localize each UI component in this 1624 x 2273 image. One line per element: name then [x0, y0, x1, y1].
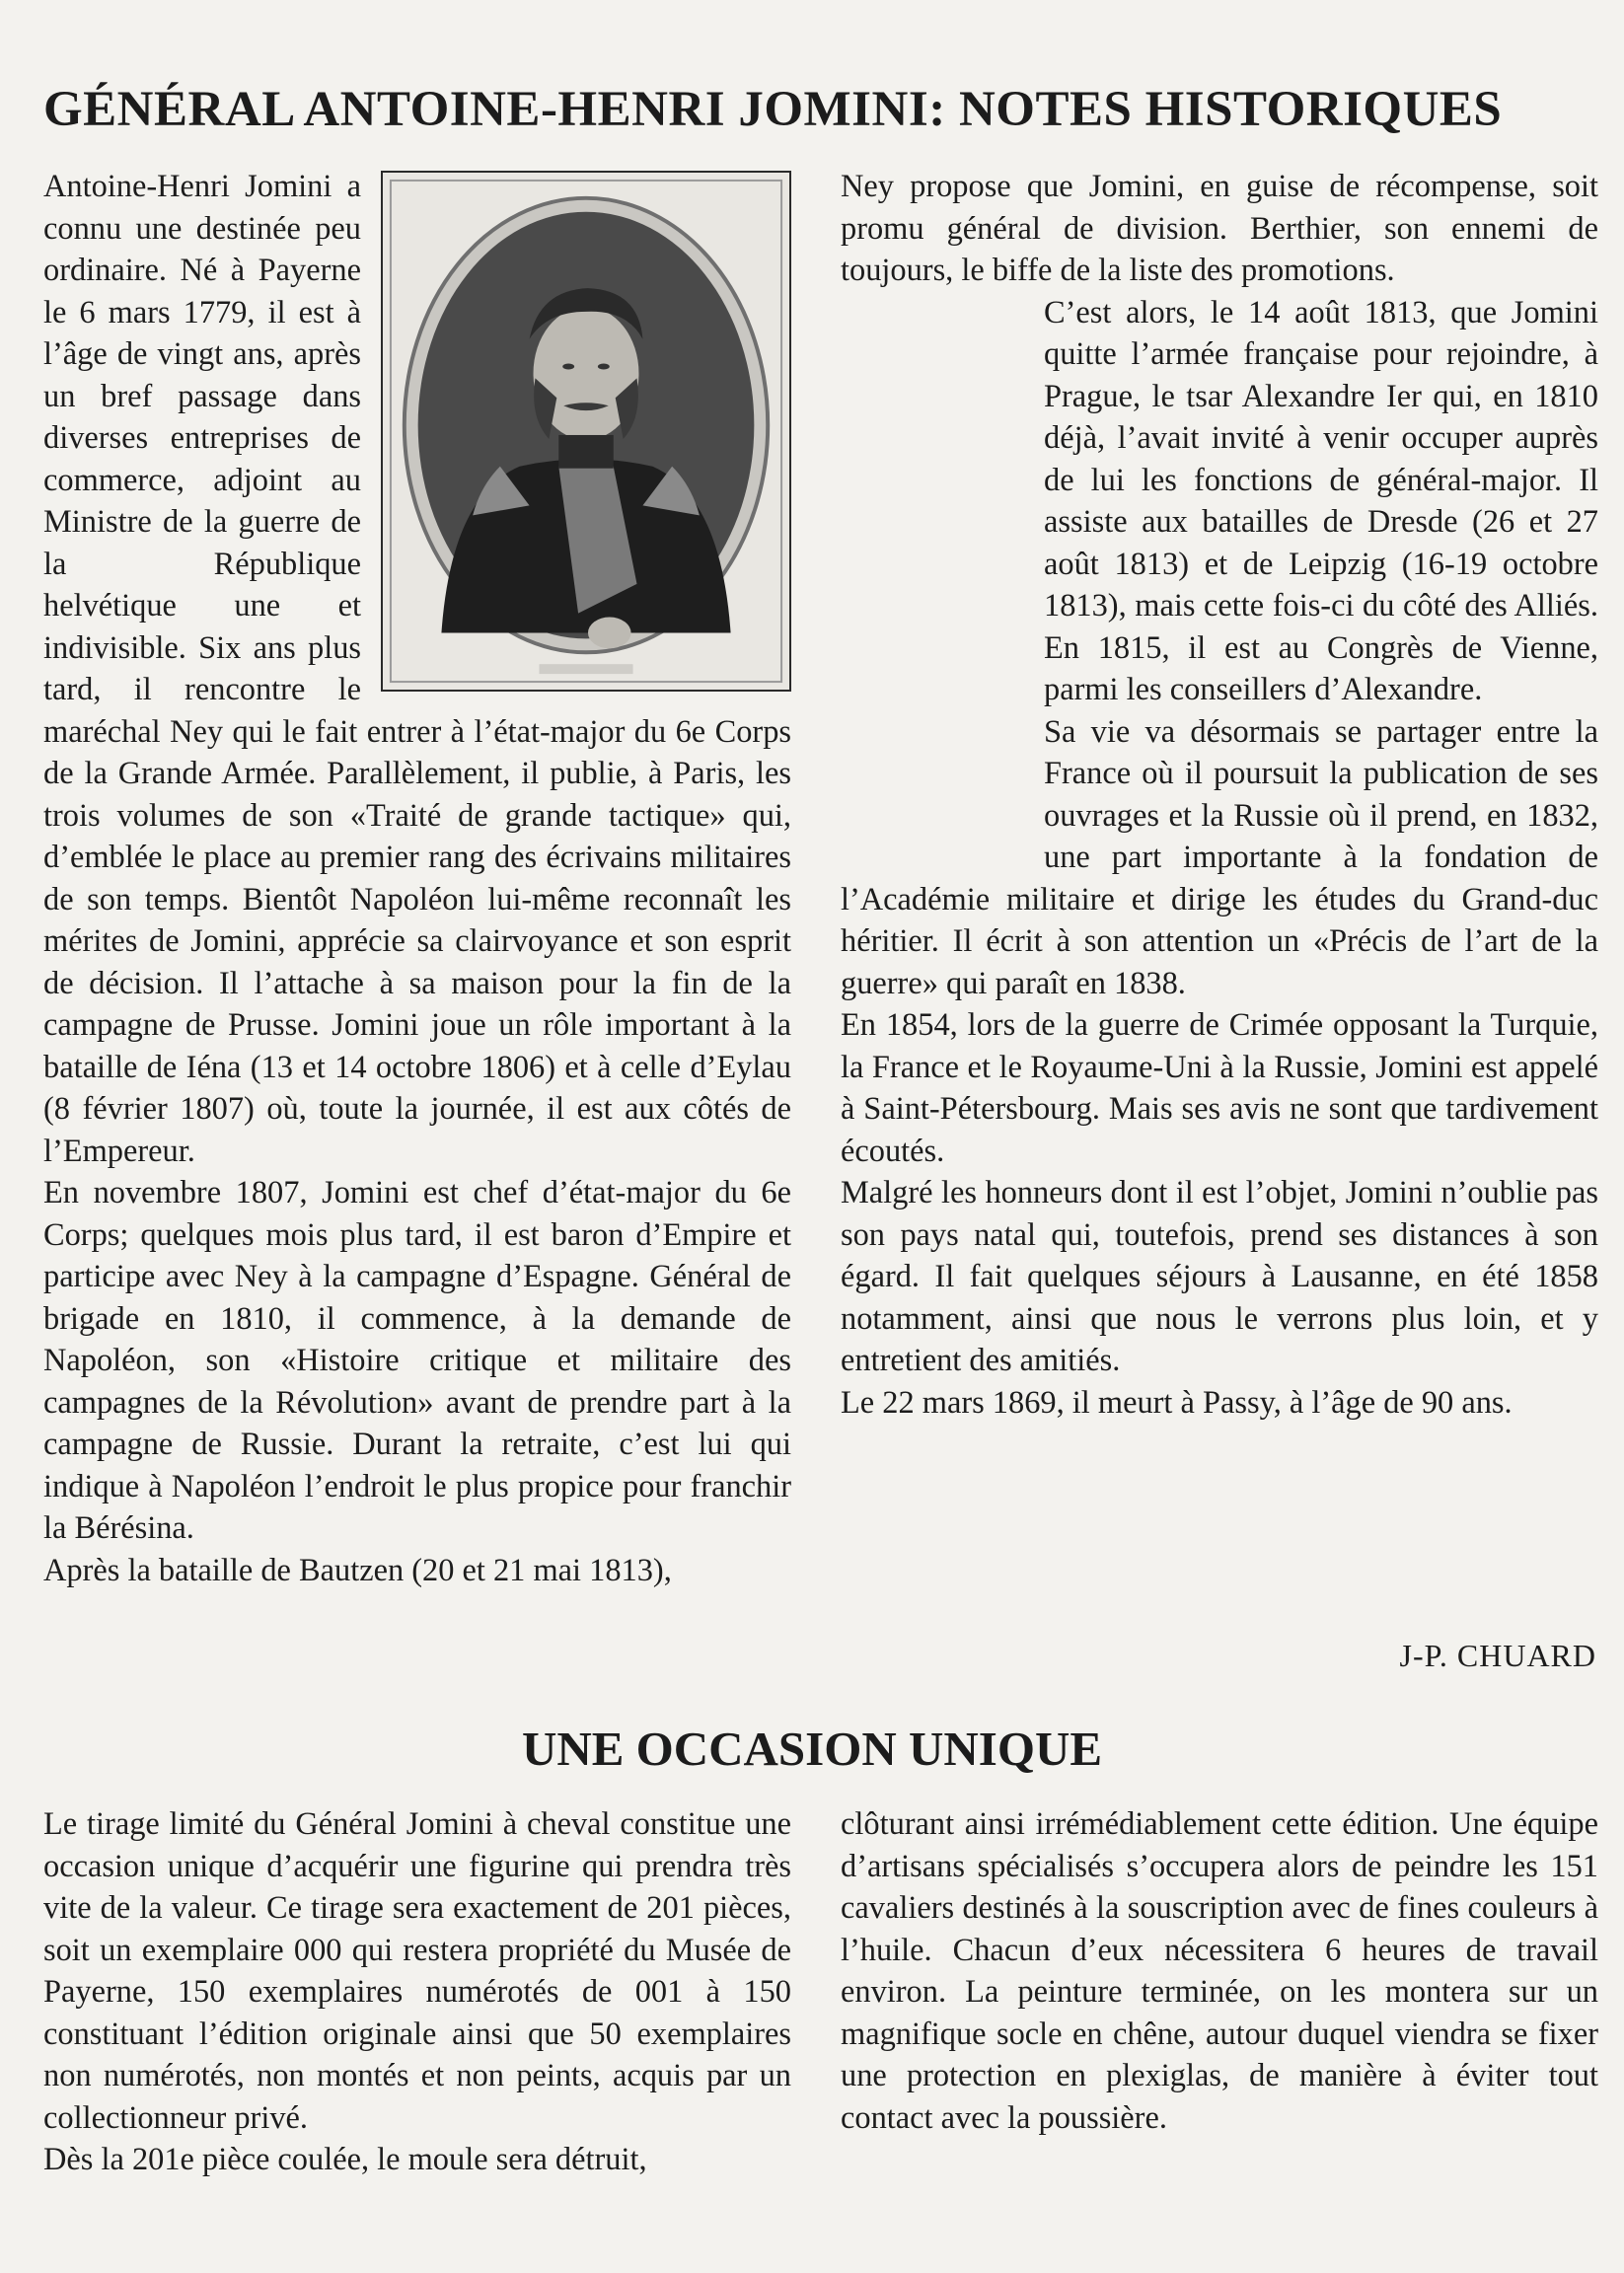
section-title: UNE OCCASION UNIQUE: [521, 1722, 1103, 1776]
portrait-engraving-icon: [383, 173, 789, 690]
paragraph: En novembre 1807, Jomini est chef d’état-major du 6e Corps; quelques mois plus tard, il est baron d’Empire et participe avec Ney à la campagne d’Espagne. Général de brigade en 1810, il commence, à la demande de Napoléon, son «Histoire critique et militaire des campagnes de la Révolution» avant de prendre part à la campagne de Russie. Durant la retraite, c’est lui qui indique à Napoléon l’endroit le plus propice pour franchir la Bérésina.: [43, 1175, 791, 1546]
image-wrap-spacer: [841, 292, 1038, 869]
section-column-left: [43, 1803, 791, 2181]
paragraph: En 1854, lors de la guerre de Crimée opposant la Turquie, la France et le Royaume-Uni à la Russie, Jomini est appelé à Saint-Pétersbourg. Mais ses avis ne sont que tardivement écoutés.: [841, 1007, 1598, 1169]
paragraph: Sa vie va désormais se partager entre la France où il poursuit la publication de ses ouvrages et la Russie où il prend, en 1832, une part importante à la fondation de l’Académie militaire et dirige les études du Grand-duc héritier. Il écrit à son attention un «Précis de l’art de la guerre» qui paraît en 1838.: [841, 713, 1598, 1001]
paragraph: Malgré les honneurs dont il est l’objet, Jomini n’oublie pas son pays natal qui, toutefois, prend ses distances à son égard. Il fait quelques séjours à Lausanne, en été 1858 notamment, ainsi que nous le verrons plus loin, et y entretient des amitiés.: [841, 1175, 1598, 1378]
paragraph: clôturant ainsi irrémédiablement cette édition. Une équipe d’artisans spécialisés s’occupera alors de peindre les 151 cavaliers destinés à la souscription avec de fines couleurs à l’huile. Chacun d’eux nécessitera 6 heures de travail environ. La peinture terminée, on les montera sur un magnifique socle en chêne, autour duquel viendra se fixer une protection en plexiglas, de manière à éviter tout contact avec la poussière.: [841, 1806, 1598, 2136]
section-column-right: [841, 1803, 1598, 2139]
paragraph: C’est alors, le 14 août 1813, que Jomini quitte l’armée française pour rejoindre, à Prague, le tsar Alexandre Ier qui, en 1810 déjà, l’avait invité à venir occuper auprès de lui les fonctions de général-major. Il assiste aux batailles de Dresde (26 et 27 août 1813) et de Leipzig (16-19 octobre 1813), mais cette fois-ci du côté des Alliés. En 1815, il est au Congrès de Vienne, parmi les conseillers d’Alexandre.: [1044, 294, 1598, 707]
article-title: GÉNÉRAL ANTOINE-HENRI JOMINI: NOTES HISTORIQUES: [43, 82, 1503, 137]
paragraph: Le 22 mars 1869, il meurt à Passy, à l’âge de 90 ans.: [841, 1384, 1513, 1421]
paragraph: Dès la 201e pièce coulée, le moule sera détruit,: [43, 2142, 647, 2177]
jomini-portrait-image: [381, 171, 791, 692]
paragraph: Après la bataille de Bautzen (20 et 21 mai 1813),: [43, 1552, 672, 1588]
article-column-right: [841, 166, 1598, 1424]
article-column-left: [43, 166, 791, 1591]
paragraph: Le tirage limité du Général Jomini à cheval constitue une occasion unique d’acquérir une figurine qui prendra très vite de la valeur. Ce tirage sera exactement de 201 pièces, soit un exemplaire 000 qui restera propriété du Musée de Payerne, 150 exemplaires numérotés de 001 à 150 constituant l’édition originale ainsi que 50 exemplaires non numérotés, non montés et non peints, acquis par un collectionneur privé.: [43, 1806, 791, 2136]
author-signature: J-P. CHUARD: [1399, 1638, 1596, 1673]
paragraph: Antoine-Henri Jomini a connu une destinée peu ordinaire. Né à Payerne le 6 mars 1779, il est à l’âge de vingt ans, après un bref passage dans diverses entreprises de commerce, adjoint au Ministre de la guerre de la République helvétique une et indivisible. Six ans plus tard, il rencontre le maréchal Ney qui le fait entrer à l’état-major du 6e Corps de la Grande Armée. Parallèlement, il publie, à Paris, les trois volumes de son «Traité de grande tactique» qui, d’emblée le place au premier rang des écrivains militaires de son temps. Bientôt Napoléon lui-même reconnaît les mérites de Jomini, apprécie sa clairvoyance et son esprit de décision. Il l’attache à sa maison pour la fin de la campagne de Prusse. Jomini joue un rôle important à la bataille de Iéna (13 et 14 octobre 1806) et à celle d’Eylau (8 février 1807) où, toute la journée, il est aux côtés de l’Empereur.: [43, 169, 791, 1169]
paragraph: Ney propose que Jomini, en guise de récompense, soit promu général de division. Berthier, son ennemi de toujours, le biffe de la liste des promotions.: [841, 169, 1598, 288]
